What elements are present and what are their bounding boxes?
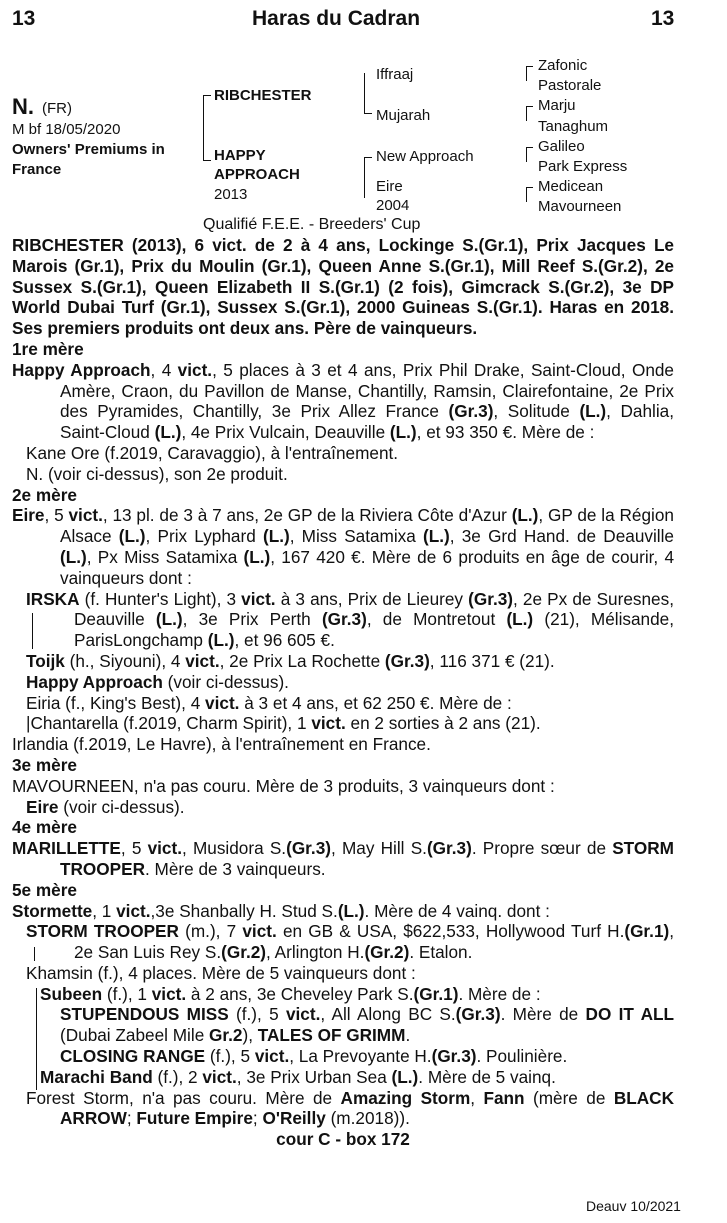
storm-trooper-name: STORM TROOPER	[26, 921, 179, 942]
happy-approach-name: Happy Approach	[26, 671, 163, 692]
text: , Solitude	[493, 401, 580, 422]
page-number-left: 13	[12, 7, 36, 30]
listed-label: (L.)	[154, 422, 182, 443]
irska-entry	[12, 589, 674, 651]
text: . Etalon.	[409, 942, 473, 963]
vict-label: vict.	[177, 359, 213, 380]
box-location: cour C - box 172	[276, 1129, 410, 1150]
text: , La Prevoyante H.	[289, 1046, 432, 1067]
pedigree-ddd: Mavourneen	[538, 198, 622, 215]
text: (f.), 5	[228, 1004, 286, 1025]
vict-label: vict.	[151, 983, 187, 1004]
vict-label: vict.	[116, 900, 151, 921]
closing-range-name: CLOSING RANGE	[60, 1046, 206, 1067]
pedigree-sire-sire: Iffraaj	[376, 66, 414, 83]
first-dam-produce-1: Kane Ore (f.2019, Caravaggio), à l'entraînement.	[26, 442, 399, 463]
subeen-paragraph	[12, 984, 674, 1005]
listed-label: (L.)	[511, 505, 539, 526]
grade-label: Gr.2	[209, 1025, 243, 1046]
text: (f.), 1	[102, 983, 152, 1004]
text: , de Montretout	[366, 609, 507, 630]
text: Forest Storm, n'a pas couru. Mère de	[26, 1087, 341, 1108]
pedigree-dsd: Park Express	[538, 158, 628, 175]
text: , May Hill S.	[330, 838, 427, 859]
text: , 3e Prix Perth	[182, 609, 322, 630]
stupendous-miss-name: STUPENDOUS MISS	[60, 1004, 229, 1025]
listed-label: (L.)	[506, 609, 534, 630]
listed-label: (L.)	[155, 609, 183, 630]
fann-name: Fann	[483, 1087, 525, 1108]
first-dam-paragraph	[12, 360, 674, 443]
vict-label: vict.	[205, 692, 240, 713]
vict-label: vict.	[147, 838, 182, 859]
grade-label: (Gr.3)	[286, 838, 331, 859]
text: (m.2018)).	[325, 1108, 410, 1129]
section-fourth-dam: 4e mère	[12, 817, 77, 838]
text: , 2e San Luis Rey S.	[74, 921, 675, 963]
text: (Dubai Zabeel Mile	[60, 1025, 210, 1046]
text: , 3e Prix Urban Sea	[236, 1066, 392, 1087]
listed-label: (L.)	[389, 422, 417, 443]
listed-label: (L.)	[423, 526, 450, 547]
text: , et 93 350 €. Mère de :	[416, 422, 595, 443]
text: à 3 ans, Prix de Lieurey	[275, 588, 469, 609]
qualification-line: Qualifié F.E.E. - Breeders' Cup	[203, 216, 421, 233]
text: . Mère de :	[458, 983, 541, 1004]
text: Eiria (f., King's Best), 4	[26, 692, 206, 713]
oreilly-name: O'Reilly	[262, 1108, 326, 1129]
text: ;	[252, 1108, 263, 1129]
premiums-line-2: France	[12, 161, 62, 178]
eire-ref	[12, 797, 674, 818]
text: , 13 pl. de 3 à 7 ans, 2e GP de la Riviera Côte d'Azur	[102, 505, 512, 526]
future-empire-name: Future Empire	[136, 1108, 253, 1129]
text: , 2e Px de Suresnes, Deauville	[74, 588, 674, 630]
pedigree-bracket-ds	[526, 147, 533, 162]
pedigree-bracket-ss	[526, 66, 533, 81]
page-number-right: 13	[651, 7, 675, 30]
pedigree-bracket-gen1	[203, 95, 211, 161]
vict-label: vict.	[242, 921, 277, 942]
pedigree-dam-line1: HAPPY	[214, 147, 266, 164]
pedigree-bracket-sd	[526, 106, 533, 121]
text: , 5	[120, 838, 148, 859]
listed-label: (L.)	[243, 546, 271, 567]
pedigree-dam-year: 2013	[214, 186, 248, 203]
text: (21), Mélisande, ParisLongchamp	[74, 609, 674, 651]
eiria-paragraph	[12, 693, 674, 714]
listed-label: (L.)	[391, 1066, 419, 1087]
text: , 4e Prix Vulcain, Deauville	[181, 422, 390, 443]
first-dam-name: Happy Approach	[12, 359, 151, 380]
grade-label: (Gr.3)	[321, 609, 367, 630]
pedigree-dss: Galileo	[538, 138, 585, 155]
vict-label: vict.	[68, 505, 103, 526]
sire-paragraph: RIBCHESTER (2013), 6 vict. de 2 à 4 ans, Lockinge S.(Gr.1), Prix Jacques Le Marois (Gr.1), Prix du Moulin (Gr.1), Queen Anne S.(Gr.1), Mill Reef S.(Gr.2), 2e Sussex S.(Gr.1), Queen Elizabeth II S.(Gr.1) (2 fois), Gimcrack S.(Gr.2), 3e DP World Dubai Turf (Gr.1), Sussex S.(Gr.1), 2000 Guineas S.(Gr.1). Haras en 2018. Ses premiers produits ont deux ans. Père de vainqueurs.	[12, 235, 674, 339]
listed-label: (L.)	[60, 546, 87, 567]
toijk-name: Toijk	[26, 650, 65, 671]
stupendous-paragraph	[12, 1004, 674, 1046]
closing-range-paragraph	[12, 1046, 674, 1067]
horse-name: N.	[12, 94, 34, 119]
forest-storm-paragraph	[12, 1088, 674, 1130]
irska-paragraph	[12, 589, 674, 651]
marachi-band-paragraph	[12, 1067, 674, 1088]
text: . Mère de 3 vainqueurs.	[145, 858, 326, 879]
text: à 3 et 4 ans, et 62 250 €. Mère de :	[239, 692, 512, 713]
khamsin-produce	[12, 984, 674, 1088]
eire-name: Eire	[26, 796, 59, 817]
third-dam-paragraph: MAVOURNEEN, n'a pas couru. Mère de 3 produits, 3 vainqueurs dont :	[12, 775, 555, 796]
text: à 2 ans, 3e Cheveley Park S.	[186, 983, 414, 1004]
pedigree-dam-sire: New Approach	[376, 148, 474, 165]
text: , 2e Prix La Rochette	[219, 650, 385, 671]
text: , Arlington H.	[266, 942, 365, 963]
black-arrow-name: BLACK ARROW	[60, 1087, 674, 1129]
pedigree-bracket-dd	[526, 187, 533, 202]
footer-reference: Deauv 10/2021	[586, 1198, 681, 1214]
pedigree-sds: Marju	[538, 97, 576, 114]
vict-label: vict.	[185, 650, 220, 671]
text: , GP de la Région Alsace	[60, 505, 674, 547]
vict-label: vict.	[254, 1046, 290, 1067]
grade-label: (Gr.2)	[364, 942, 410, 963]
text: , Miss Satamixa	[289, 526, 424, 547]
text: (mère de	[524, 1087, 614, 1108]
text: , Musidora S.	[181, 838, 287, 859]
fifth-dam-paragraph	[12, 901, 674, 922]
pedigree-dds: Medicean	[538, 178, 604, 195]
text: . Mère de 4 vainq. dont :	[364, 900, 550, 921]
text: . Poulinière.	[476, 1046, 568, 1067]
second-dam-paragraph	[12, 505, 674, 588]
text: , 1	[92, 900, 117, 921]
pedigree-bracket-dam	[364, 157, 372, 198]
section-second-dam: 2e mère	[12, 484, 77, 505]
pedigree-sire-dam: Mujarah	[376, 107, 431, 124]
tales-of-grimm-name: TALES OF GRIMM	[257, 1025, 406, 1046]
storm-trooper-entry	[12, 921, 674, 963]
section-first-dam: 1re mère	[12, 338, 84, 359]
text: ),	[242, 1025, 258, 1046]
happy-approach-ref	[12, 672, 674, 693]
text: , Dahlia, Saint-Cloud	[60, 401, 675, 443]
chantarella-paragraph	[12, 713, 674, 734]
vict-label: vict.	[311, 713, 346, 734]
irska-name: IRSKA	[26, 588, 80, 609]
text: , 116 371 € (21).	[429, 650, 555, 671]
text: en GB & USA, $622,533, Hollywood Turf H.	[276, 921, 625, 942]
grade-label: (Gr.2)	[221, 942, 267, 963]
pedigree-ssd: Pastorale	[538, 77, 602, 94]
text: (m.), 7	[178, 921, 243, 942]
text: . Mère de 5 vainq.	[418, 1066, 556, 1087]
text: |Chantarella (f.2019, Charm Spirit), 1	[26, 713, 312, 734]
amazing-storm-name: Amazing Storm	[340, 1087, 471, 1108]
listed-label: (L.)	[337, 900, 365, 921]
listed-label: (L.)	[579, 401, 607, 422]
section-fifth-dam: 5e mère	[12, 879, 77, 900]
grade-label: (Gr.3)	[455, 1004, 501, 1025]
text: (voir ci-dessus).	[162, 671, 289, 692]
produce-bar	[32, 613, 33, 649]
listed-label: (L.)	[262, 526, 290, 547]
pedigree-sss: Zafonic	[538, 57, 588, 74]
grade-label: (Gr.1)	[413, 983, 459, 1004]
text: , 5 places à 3 et 4 ans, Prix Phil Drake, Saint-Cloud, Onde Amère, Craon, du Pavillon de Manse, Chantilly, Ramsin, Clairefontaine, 2e Prix des Pyramides, Chantilly, 3e Prix Allez France	[60, 359, 674, 422]
text: , 5	[44, 505, 69, 526]
second-dam-name: Eire	[12, 505, 45, 526]
text: (h., Siyouni), 4	[64, 650, 186, 671]
text: .	[405, 1025, 411, 1046]
grade-label: (Gr.1)	[624, 921, 670, 942]
listed-label: (L.)	[118, 526, 146, 547]
produce-bar	[34, 947, 35, 961]
text: ,	[470, 1087, 484, 1108]
premiums-line-1: Owners' Premiums in	[12, 141, 165, 158]
stormette-name: Stormette	[12, 900, 93, 921]
vict-label: vict.	[241, 588, 276, 609]
storm-trooper-paragraph	[12, 921, 674, 963]
text: , Prix Lyphard	[145, 526, 263, 547]
pedigree-sire: RIBCHESTER	[214, 87, 312, 104]
text: , 167 420 €. Mère de 6 produits en âge de courir, 4 vainqueurs dont :	[60, 546, 674, 588]
irlandia-paragraph: Irlandia (f.2019, Le Havre), à l'entraînement en France.	[12, 734, 431, 755]
grade-label: (Gr.3)	[448, 401, 494, 422]
text: , All Along BC S.	[320, 1004, 456, 1025]
text: , et 96 605 €.	[234, 630, 335, 651]
text: (f.), 2	[152, 1066, 203, 1087]
horse-origin: (FR)	[42, 100, 72, 117]
text: , Px Miss Satamixa	[86, 546, 244, 567]
grade-label: (Gr.3)	[468, 588, 514, 609]
pedigree-dam-dam: Eire	[376, 178, 403, 195]
pedigree-dam-dam-year: 2004	[376, 197, 410, 214]
pedigree-dam-line2: APPROACH	[214, 166, 300, 183]
text: (f. Hunter's Light), 3	[79, 588, 242, 609]
first-dam-produce-2: N. (voir ci-dessus), son 2e produit.	[26, 463, 288, 484]
subeen-name: Subeen	[40, 983, 103, 1004]
grade-label: (Gr.3)	[384, 650, 430, 671]
catalogue-body	[12, 235, 674, 1150]
text: (f.), 5	[205, 1046, 255, 1067]
text: ;	[126, 1108, 137, 1129]
section-third-dam: 3e mère	[12, 754, 77, 775]
horse-details: M bf 18/05/2020	[12, 121, 121, 138]
text: , 4	[150, 359, 178, 380]
toijk-paragraph	[12, 651, 674, 672]
text: en 2 sorties à 2 ans (21).	[345, 713, 541, 734]
text: . Mère de	[500, 1004, 586, 1025]
grade-label: (Gr.3)	[426, 838, 472, 859]
khamsin-paragraph: Khamsin (f.), 4 places. Mère de 5 vainqueurs dont :	[26, 962, 416, 983]
pedigree-bracket-sire	[364, 73, 372, 114]
text: , 3e Grd Hand. de Deauville	[449, 526, 674, 547]
do-it-all-name: DO IT ALL	[585, 1004, 674, 1025]
produce-bar	[36, 988, 37, 1090]
grade-label: (Gr.3)	[431, 1046, 477, 1067]
fourth-dam-paragraph	[12, 838, 674, 880]
storm-trooper-name: STORM TROOPER	[60, 838, 674, 879]
vict-label: vict.	[285, 1004, 321, 1025]
text: . Propre sœur de	[471, 838, 613, 859]
listed-label: (L.)	[207, 630, 235, 651]
text: (voir ci-dessus).	[58, 796, 185, 817]
marachi-band-name: Marachi Band	[40, 1066, 153, 1087]
page-title: Haras du Cadran	[252, 7, 421, 30]
text: ,3e Shanbally H. Stud S.	[150, 900, 338, 921]
marillette-name: MARILLETTE	[12, 838, 121, 859]
pedigree-sdd: Tanaghum	[538, 118, 609, 135]
vict-label: vict.	[202, 1066, 237, 1087]
